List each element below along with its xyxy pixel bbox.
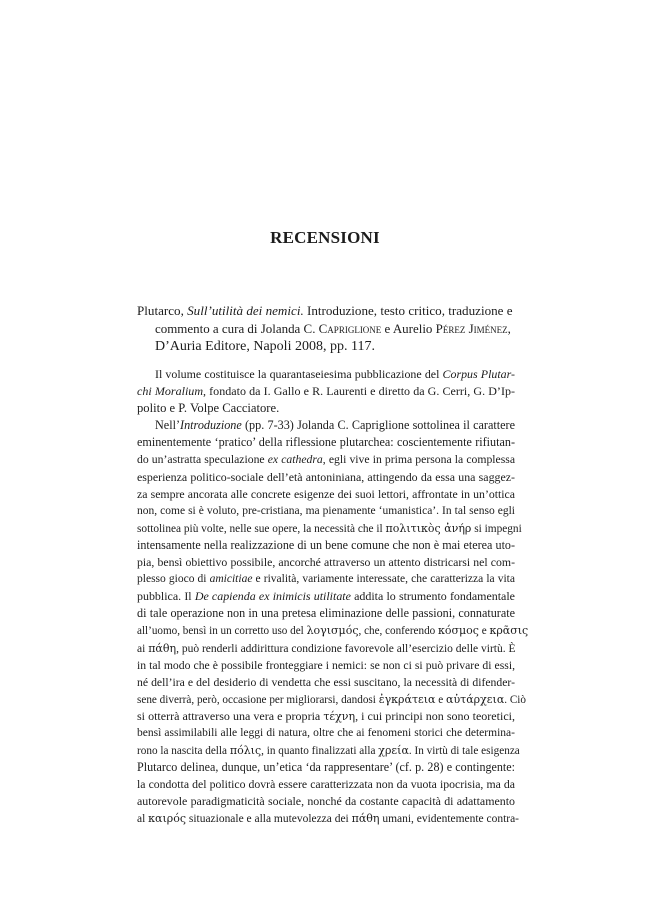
text-line xyxy=(137,417,515,434)
reference-line: D’Auria Editore, Napoli 2008, pp. 117. xyxy=(155,339,375,354)
text-run: (pp. 7-33) Jolanda C. Capriglione sottolinea il carattere xyxy=(241,418,515,433)
text-line xyxy=(137,571,515,588)
text-line: autorevole paradigmaticità sociale, nonché da costante capacità di adattamento xyxy=(137,794,515,809)
text-run: . In virtù di tale esigenza xyxy=(408,745,520,758)
text-line xyxy=(137,708,515,725)
text-line: in tal modo che è possibile fronteggiare i nemici: se non ci si può privare di essi, xyxy=(137,658,515,672)
reference-line xyxy=(137,320,515,338)
text-run: sene diverrà, però, occasione per migliorarsi, dandosi xyxy=(137,693,379,706)
greek-term: πάθη xyxy=(351,812,380,826)
text-line: eminentemente ‘pratico’ della riflessione plutarchea: coscientemente rifiutan- xyxy=(137,435,515,450)
text-line xyxy=(137,640,515,657)
text-run: plesso gioco di xyxy=(137,573,210,586)
text-line: di tale operazione non in una pretesa eliminazione delle passioni, connaturate xyxy=(137,606,515,621)
text-run: , che, conferendo xyxy=(358,625,438,638)
text-line xyxy=(137,742,520,759)
greek-term: τέχνη xyxy=(323,709,356,723)
text-run: , fondato da I. Gallo e R. Laurenti e diretto da G. Cerri, G. D’Ip- xyxy=(203,384,515,399)
text-run: e xyxy=(478,625,490,638)
text-run: commento a cura di Jolanda C. xyxy=(155,321,319,336)
text-line xyxy=(137,810,519,827)
text-run: si impegni xyxy=(471,522,522,535)
text-run: sottolinea più volte, nelle sue opere, la necessità che il xyxy=(137,522,386,535)
text-line: esperienza politico-sociale dell’età antoniniana, attingendo da essa una saggez- xyxy=(137,469,515,484)
text-line xyxy=(137,520,522,537)
italic-text: Corpus Plutar- xyxy=(442,367,516,381)
text-run: all’uomo, bensì in un corretto uso del xyxy=(137,625,307,638)
reference-line xyxy=(137,302,515,320)
greek-term: λογισμός xyxy=(306,624,359,638)
book-title: Sull’utilità dei nemici. xyxy=(187,303,304,318)
bibliographic-reference xyxy=(137,302,515,356)
greek-term: πάθη xyxy=(148,641,177,655)
text-run: situazionale e alla mutevolezza dei xyxy=(186,813,352,826)
text-line: za sempre ancorata alle concrete esigenze dei suoi lettori, affrontate in un’ottica xyxy=(137,487,515,501)
text-run: Nell’ xyxy=(155,418,181,433)
text-run: Introduzione, testo critico, traduzione e xyxy=(303,303,513,318)
text-line: né dell’ira e del desiderio di vendetta che essi suscitano, la necessità di difender- xyxy=(137,675,515,689)
author-name: Pérez Jiménez xyxy=(435,321,508,336)
greek-term: πολιτικὸς ἀνήρ xyxy=(385,521,472,535)
greek-term: καιρός xyxy=(148,812,187,826)
text-run: Il volume costituisce la quarantaseiesima pubblicazione del xyxy=(155,367,443,381)
italic-text: De capienda ex inimicis utilitate xyxy=(194,589,351,604)
text-run: , può renderli addirittura condizione favorevole all’esercizio delle virtù. È xyxy=(176,642,516,655)
text-run: , i cui principi non sono teoretici, xyxy=(355,708,515,723)
text-run: Plutarco, xyxy=(137,303,188,318)
text-line: intensamente nella realizzazione di un bene comune che non è mai eterea uto- xyxy=(137,537,515,552)
greek-term: αὐτάρχεια xyxy=(446,692,505,706)
text-line xyxy=(137,366,515,383)
greek-term: κρᾶσις xyxy=(489,624,529,638)
greek-term: χρεία xyxy=(378,744,409,758)
text-run: addita lo strumento fondamentale xyxy=(350,589,515,604)
text-line: Plutarco delinea, dunque, un’etica ‘da rappresentare’ (cf. p. 28) e contingente: xyxy=(137,760,515,775)
greek-term: ἐγκράτεια xyxy=(378,692,436,706)
italic-text: Introduzione xyxy=(180,418,242,433)
text-line: polito e P. Volpe Cacciatore. xyxy=(137,401,280,416)
text-run: ai xyxy=(137,642,149,655)
text-run: , egli vive in prima persona la complessa xyxy=(322,453,516,467)
text-line xyxy=(137,691,527,708)
section-heading: RECENSIONI xyxy=(270,228,380,247)
text-run: e rivalità, variamente interessate, che caratterizza la vita xyxy=(252,573,515,586)
text-line: non, come si è voluto, pre-cristiana, ma pienamente ‘umanistica’. In tal senso egli xyxy=(137,504,515,517)
text-run: umani, evidentemente contra- xyxy=(379,813,519,826)
text-line xyxy=(137,383,515,400)
text-run: e xyxy=(435,693,447,706)
text-run: al xyxy=(137,813,149,826)
text-run: , in quanto finalizzati alla xyxy=(261,745,379,758)
text-run: pubblica. Il xyxy=(137,589,195,604)
italic-text: chi Moralium xyxy=(137,384,204,399)
text-run: si otterrà attraverso una vera e propria xyxy=(137,708,324,723)
greek-term: κόσμος xyxy=(438,624,479,638)
greek-term: πόλις xyxy=(229,744,262,758)
text-run: do un’astratta speculazione xyxy=(137,453,268,467)
text-line: la condotta del politico dovrà essere caratterizzata non da vuota ipocrisia, ma da xyxy=(137,778,515,792)
text-line: bensì assimilabili alle leggi di natura, oltre che ai fenomeni storici che determina- xyxy=(137,726,515,739)
text-line xyxy=(137,451,515,468)
italic-text: amicitiae xyxy=(209,573,253,586)
review-body xyxy=(137,366,529,828)
text-run: rono la nascita della xyxy=(137,745,230,758)
author-name: Capriglione xyxy=(318,321,382,336)
text-run: . Ciò xyxy=(504,693,527,706)
text-run: , xyxy=(507,321,511,336)
text-line: pia, bensì obiettivo possibile, ancorché attraverso un attento districarsi nel com- xyxy=(137,556,515,570)
text-line xyxy=(137,622,529,639)
italic-text: ex cathedra xyxy=(267,453,323,467)
text-line xyxy=(137,588,515,605)
text-run: e Aurelio xyxy=(381,321,436,336)
